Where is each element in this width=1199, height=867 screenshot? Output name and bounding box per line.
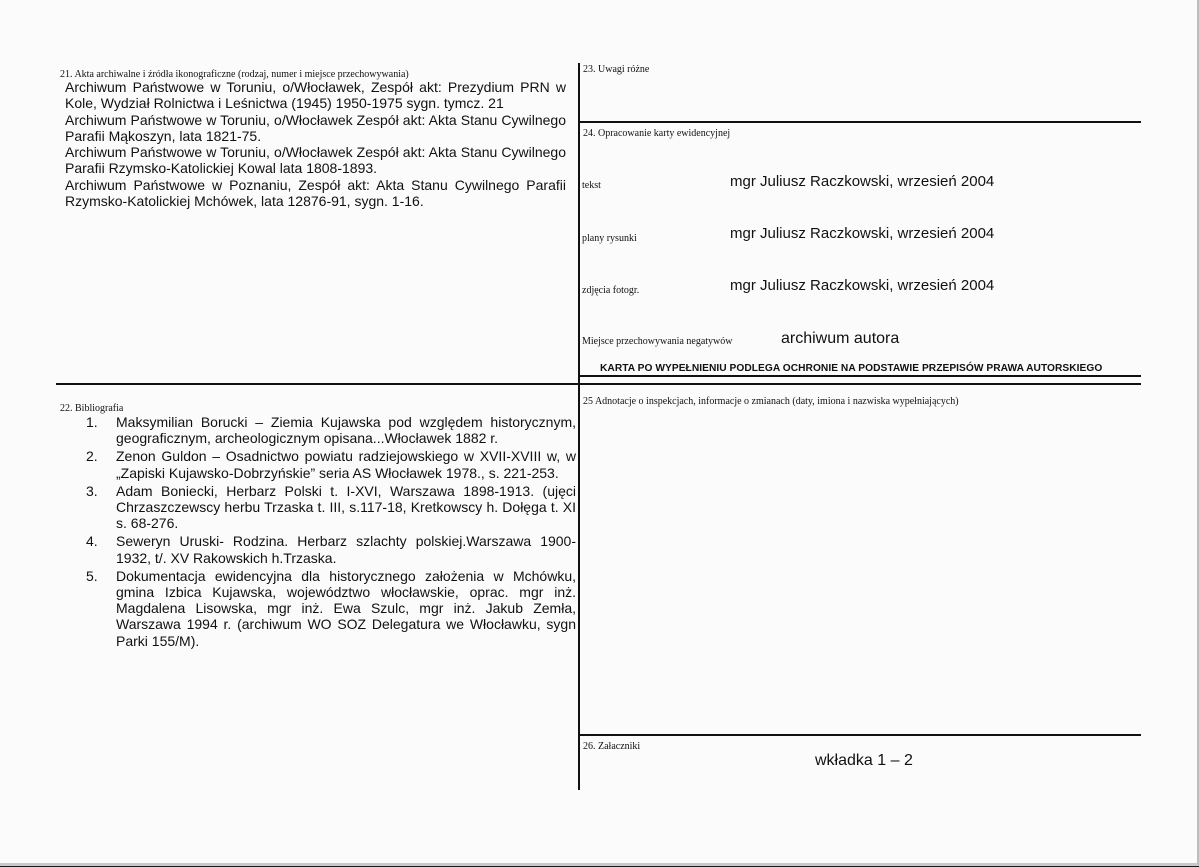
bibliography-list	[84, 414, 576, 651]
section23-bottom-rule	[578, 121, 1141, 123]
item-number: 5.	[86, 567, 98, 584]
copyright-notice: KARTA PO WYPEŁNIENIU PODLEGA OCHRONIE NA PODSTAWIE PRZEPISÓW PRAWA AUTORSKIEGO	[600, 363, 1103, 374]
middle-horizontal-rule	[56, 383, 1141, 385]
section26-top-rule	[578, 734, 1141, 736]
notice-rule	[578, 375, 1141, 377]
item-text: Dokumentacja ewidencyjna dla historycznego założenia w Mchówku, gmina Izbica Kujawska, województwo włocławskie, oprac. mgr inż. Magdalena Lisowska, mgr inż. Ewa Szulc, mgr inż. Jakub Zemła, Warszawa 1994 r. (archiwum WO SOZ Delegatura we Włocławku, sygn Parki 155/M).	[116, 567, 576, 649]
section24-label: 24. Opracowanie karty ewidencyjnej	[583, 128, 731, 139]
item-text: Adam Boniecki, Herbarz Polski t. I-XVI, Warszawa 1898-1913. (ujęci Chrzaszczewscy herbu Trzaska t. III, s.117-18, Kretkowscy h. Dołęga t. XI s. 68-276.	[116, 482, 576, 532]
section26-label: 26. Załaczniki	[583, 741, 641, 752]
item-text: Maksymilian Borucki – Ziemia Kujawska pod względem historycznym, geograficznym, archeologicznym opisana...Włocławek 1882 r.	[116, 414, 576, 447]
section21-label: 21. Akta archiwalne i źródła ikonograficzne (rodzaj, numer i miejsce przechowywania)	[60, 69, 409, 80]
staff-role-label: tekst	[582, 180, 601, 191]
section23-label: 23. Uwagi różne	[583, 64, 650, 75]
item-number: 4.	[86, 533, 98, 550]
staff-value: mgr Juliusz Raczkowski, wrzesień 2004	[730, 225, 995, 242]
item-number: 1.	[86, 414, 98, 430]
item-text: Zenon Guldon – Osadnictwo powiatu radziejowskiego w XVII-XVIII w, w „Zapiski Kujawsko-Dobrzyńskie” seria AS Włocławek 1978., s. 221-253.	[116, 448, 576, 481]
bibliography-item	[84, 483, 576, 532]
bibliography-item	[84, 568, 576, 649]
archive-entry: Archiwum Państwowe w Toruniu, o/Włocławek Zespół akt: Akta Stanu Cywilnego Parafii Mąkoszyn, lata 1821-75.	[65, 111, 566, 144]
staff-role-label: plany rysunki	[582, 233, 637, 244]
section22-label: 22. Bibliografia	[60, 403, 124, 414]
item-number: 3.	[86, 482, 98, 499]
bibliography-item	[84, 448, 576, 480]
archive-entry: Archiwum Państwowe w Toruniu, o/Włocławek, Zespół akt: Prezydium PRN w Kole, Wydział Rolnictwa i Leśnictwa (1945) 1950-1975 sygn. tymcz. 21	[65, 79, 566, 112]
bibliography-item	[84, 414, 576, 446]
attachments-value: wkładka 1 – 2	[815, 752, 913, 769]
staff-value: mgr Juliusz Raczkowski, wrzesień 2004	[730, 277, 995, 294]
staff-role-label: zdjęcia fotogr.	[582, 285, 640, 296]
staff-value: mgr Juliusz Raczkowski, wrzesień 2004	[730, 173, 995, 190]
negatives-location-label: Miejsce przechowywania negatywów	[582, 336, 733, 347]
section21-archive-list	[65, 79, 566, 209]
archive-entry: Archiwum Państwowe w Toruniu, o/Włocławek Zespół akt: Akta Stanu Cywilnego Parafii Rzymsko-Katolickiej Kowal lata 1808-1893.	[65, 144, 566, 177]
item-text: Seweryn Uruski- Rodzina. Herbarz szlachty polskiej.Warszawa 1900-1932, t/. XV Rakowskich h.Trzaska.	[116, 533, 576, 566]
negatives-location-value: archiwum autora	[781, 330, 900, 347]
center-divider-line	[578, 63, 580, 790]
archive-entry: Archiwum Państwowe w Poznaniu, Zespół akt: Akta Stanu Cywilnego Parafii Rzymsko-Katolickiej Mchówek, lata 12876-91, sygn. 1-16.	[65, 176, 566, 210]
section25-label: 25 Adnotacje o inspekcjach, informacje o zmianach (daty, imiona i nazwiska wypełniających)	[583, 396, 959, 407]
bibliography-item	[84, 533, 576, 565]
item-number: 2.	[86, 448, 98, 465]
